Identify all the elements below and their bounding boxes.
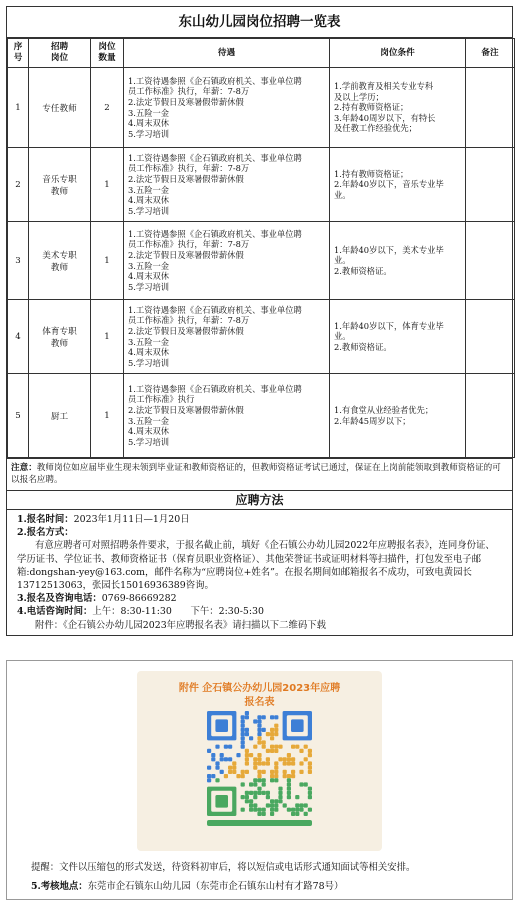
row-count: 1 <box>91 374 124 458</box>
row-post: 体育专职 教师 <box>29 300 91 374</box>
method-title: 应聘方法 <box>7 490 512 510</box>
notice <box>7 458 512 490</box>
row-requirements: 1.持有教师资格证； 2.年龄40岁以下，音乐专业毕 业。 <box>330 148 466 222</box>
header-requirements: 岗位条件 <box>330 39 466 68</box>
table-row <box>8 148 515 222</box>
recruitment-sheet <box>6 6 513 636</box>
row-count: 1 <box>91 148 124 222</box>
qr-card <box>137 671 382 851</box>
signup-time: 1.报名时间：2023年1月11日—1月20日 <box>17 514 190 525</box>
header-remark: 备注 <box>466 39 515 68</box>
row-remark <box>466 374 515 458</box>
row-remark <box>466 300 515 374</box>
method-section <box>7 510 512 632</box>
reminder-text: 提醒：文件以压缩包的形式发送，待资料初审后，将以短信或电话形式通知面试等相关安排。 <box>31 862 416 873</box>
row-post: 厨工 <box>29 374 91 458</box>
page-title: 东山幼儿园岗位招聘一览表 <box>7 7 512 38</box>
row-requirements: 1.年龄40岁以下，美术专业毕 业。 2.教师资格证。 <box>330 222 466 300</box>
qr-code-icon[interactable] <box>207 711 312 831</box>
row-count: 1 <box>91 222 124 300</box>
row-requirements: 1.年龄40岁以下，体育专业毕 业。 2.教师资格证。 <box>330 300 466 374</box>
table-row <box>8 222 515 300</box>
row-benefits: 1.工资待遇参照《企石镇政府机关、事业单位聘 员工作标准》执行，年薪：7-8万 2.法定节假日及寒暑假带薪休假 3.五险一金 4.周末双休 5.学习培训 <box>124 68 330 148</box>
header-post: 招聘 岗位 <box>29 39 91 68</box>
row-benefits: 1.工资待遇参照《企石镇政府机关、事业单位聘 员工作标准》执行，年薪：7-8万 2.法定节假日及寒暑假带薪休假 3.五险一金 4.周末双休 5.学习培训 <box>124 222 330 300</box>
row-remark <box>466 68 515 148</box>
qr-title-line2: 报名表 <box>244 697 275 708</box>
qr-title-line1: 附件 企石镇公办幼儿园2023年应聘 <box>178 683 341 694</box>
row-no: 2 <box>8 148 29 222</box>
table-header-row <box>8 39 515 68</box>
qr-section <box>6 660 513 900</box>
row-no: 3 <box>8 222 29 300</box>
row-post: 美术专职 教师 <box>29 222 91 300</box>
header-no: 序 号 <box>8 39 29 68</box>
table-row <box>8 300 515 374</box>
location-line: 5.考核地点：东莞市企石镇东山幼儿园（东莞市企石镇东山村有才路78号） <box>31 881 344 892</box>
signup-way-label: 2.报名方式： <box>17 527 74 539</box>
table-row <box>8 68 515 148</box>
header-count: 岗位 数量 <box>91 39 124 68</box>
attachment-note: 附件：《企石镇公办幼儿园2023年应聘报名表》请扫描以下二维码下载 <box>35 619 327 631</box>
row-post: 音乐专职 教师 <box>29 148 91 222</box>
header-benefits: 待遇 <box>124 39 330 68</box>
row-count: 2 <box>91 68 124 148</box>
signup-way-text: 有意应聘者可对照招聘条件要求，于报名截止前，填好《企石镇公办幼儿园2022年应聘报名表》，连同身份证、学历证书、学位证书、教师资格证书（保育员职业资格证）、其他荣誉证书或证明材料等扫描件，打包发至电子邮箱:dongshan-yey@163.com，邮件名称为“应聘岗位+姓名”。在报名期间如邮箱报名不成功，可致电黄园长13712513063，张园长15016936389咨询。 <box>17 540 495 592</box>
row-no: 5 <box>8 374 29 458</box>
row-post: 专任教师 <box>29 68 91 148</box>
row-remark <box>466 222 515 300</box>
row-count: 1 <box>91 300 124 374</box>
row-remark <box>466 148 515 222</box>
notice-label: 注意： <box>11 463 37 473</box>
row-benefits: 1.工资待遇参照《企石镇政府机关、事业单位聘 员工作标准》执行 2.法定节假日及寒暑假带薪休假 3.五险一金 4.周末双休 5.学习培训 <box>124 374 330 458</box>
row-benefits: 1.工资待遇参照《企石镇政府机关、事业单位聘 员工作标准》执行，年薪：7-8万 2.法定节假日及寒暑假带薪休假 3.五险一金 4.周末双休 5.学习培训 <box>124 148 330 222</box>
row-requirements: 1.学前教育及相关专业专科 及以上学历； 2.持有教师资格证； 3.年龄40周岁以下，有特长 及任教工作经验优先； <box>330 68 466 148</box>
table-row <box>8 374 515 458</box>
consult-phone: 3.报名及咨询电话：0769-86669282 <box>17 593 177 605</box>
positions-table <box>7 38 515 458</box>
consult-hours: 4.电话咨询时间：上午：8:30-11:30 下午：2:30-5:30 <box>17 606 264 618</box>
row-benefits: 1.工资待遇参照《企石镇政府机关、事业单位聘 员工作标准》执行，年薪：7-8万 2.法定节假日及寒暑假带薪休假 3.五险一金 4.周末双休 5.学习培训 <box>124 300 330 374</box>
notice-text: 教师岗位如应届毕业生现未领到毕业证和教师资格证的，但教师资格证考试已通过，保证在上岗前能领取到教师资格证的可以报名应聘。 <box>11 463 501 485</box>
row-no: 4 <box>8 300 29 374</box>
row-requirements: 1.有食堂从业经验者优先； 2.年龄45周岁以下； <box>330 374 466 458</box>
row-no: 1 <box>8 68 29 148</box>
